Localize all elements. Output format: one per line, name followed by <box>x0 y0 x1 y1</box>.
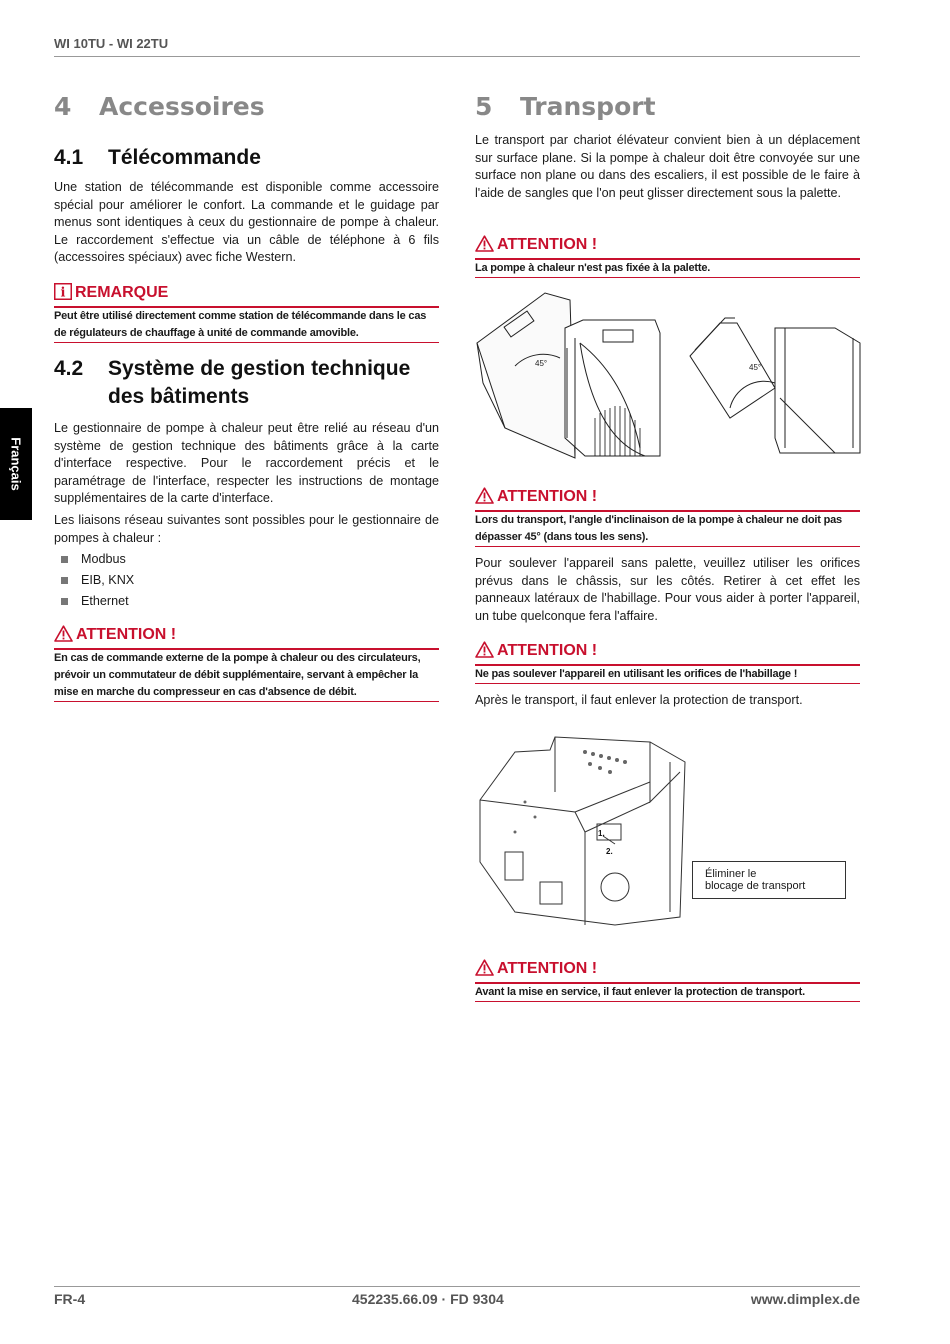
warning-icon <box>475 487 494 510</box>
footer-rule <box>54 1286 860 1287</box>
step-1-label: 1. <box>598 829 605 838</box>
warning-icon <box>475 235 494 258</box>
angle-label-left: 45° <box>535 359 548 368</box>
section-5-paragraph-3: Après le transport, il faut enlever la protection de transport. <box>475 693 803 707</box>
remarque-body: Peut être utilisé directement comme station de télécommande dans le cas de régulateurs de chauffage à unité de commande amovible. <box>54 309 427 339</box>
section-5-paragraph-2: Pour soulever l'appareil sans palette, veuillez utiliser les orifices prévus dans le châssis, sur les côtés. Retirer à cet effet les panneaux latéraux de l'habillage. Pour vous aider à porter l'appareil, un tube quelconque fera l'affaire. <box>475 556 860 623</box>
section-4-heading: 4 Accessoires <box>54 92 265 121</box>
attention-body: La pompe à chaleur n'est pas fixée à la palette. <box>475 261 711 274</box>
attention-body: Avant la mise en service, il faut enlever la protection de transport. <box>475 985 805 998</box>
list-item: Modbus <box>54 549 439 570</box>
language-label: Français <box>8 437 24 491</box>
list-item: EIB, KNX <box>54 570 439 591</box>
attention-title: ATTENTION ! <box>497 488 598 505</box>
section-5-heading: 5 Transport <box>475 92 656 121</box>
list-item: Ethernet <box>54 591 439 612</box>
language-side-tab <box>0 408 32 520</box>
svg-text:i: i <box>60 285 66 300</box>
transport-protection-figure <box>475 732 690 928</box>
info-icon <box>54 283 72 306</box>
attention-body: En cas de commande externe de la pompe à chaleur ou des circulateurs, prévoir un commutateur de débit supplémentaire, servant à empêcher la mise en marche du compresseur en cas d'absence de débit. <box>54 651 421 698</box>
website-link[interactable]: www.dimplex.de <box>750 1291 860 1307</box>
page-number: FR-4 <box>54 1291 86 1307</box>
warning-icon <box>475 959 494 982</box>
remarque-notice <box>54 283 439 343</box>
attention-title: ATTENTION ! <box>497 960 598 977</box>
header-rule <box>54 56 860 57</box>
attention-title: ATTENTION ! <box>497 642 598 659</box>
warning-icon <box>54 625 73 648</box>
section-4-2-paragraph-2: Les liaisons réseau suivantes sont possibles pour le gestionnaire de pompes à chaleur : <box>54 513 439 545</box>
attention-notice-3 <box>475 641 860 684</box>
angle-label-right: 45° <box>749 363 762 372</box>
attention-notice-left <box>54 625 439 702</box>
warning-icon <box>475 641 494 664</box>
step-2-label: 2. <box>606 847 613 856</box>
attention-title: ATTENTION ! <box>497 236 598 253</box>
attention-body: Lors du transport, l'angle d'inclinaison de la pompe à chaleur ne doit pas dépasser 45° (dans tous les sens). <box>475 513 842 543</box>
network-list <box>54 549 439 612</box>
attention-notice-4 <box>475 959 860 1002</box>
tilt-angle-figure <box>475 288 865 463</box>
section-4-2-paragraph-1: Le gestionnaire de pompe à chaleur peut être relié au réseau d'un système de gestion technique des bâtiments grâce à la carte d'interface respective. Pour le raccordement précis et le paramétrage de l'interface, respecter les instructions de montage supplémentaires de la carte d'interface. <box>54 421 439 505</box>
document-header: WI 10TU - WI 22TU <box>54 36 169 51</box>
attention-notice-1 <box>475 235 860 278</box>
section-4-1-heading: 4.1 Télécommande <box>54 146 261 169</box>
section-4-1-paragraph: Une station de télécommande est disponible comme accessoire spécial pour améliorer le confort. La commande et le guidage par menus sont identiques à ceux du gestionnaire de pompe à chaleur. Le raccordement s'effectue via un câble de téléphone à 6 fils (accessoires spéciaux) avec fiche Western. <box>54 180 439 264</box>
transport-lock-callout: Éliminer le blocage de transport <box>692 861 846 899</box>
remarque-title: REMARQUE <box>75 284 169 301</box>
attention-body: Ne pas soulever l'appareil en utilisant les orifices de l'habillage ! <box>475 667 798 680</box>
attention-notice-2 <box>475 487 860 547</box>
section-4-2-heading: 4.2 Système de gestion technique des bâtiments <box>54 357 411 408</box>
attention-title: ATTENTION ! <box>76 626 177 643</box>
document-reference: 452235.66.09 · FD 9304 <box>352 1291 504 1307</box>
section-5-paragraph-1: Le transport par chariot élévateur convient bien à un déplacement sur surface plane. Si la pompe à chaleur doit être convoyée sur une surface non plane ou dans des escaliers, il est possible de le faire à l'aide de sangles que l'on peut glisser directement sous la palette. <box>475 133 860 200</box>
